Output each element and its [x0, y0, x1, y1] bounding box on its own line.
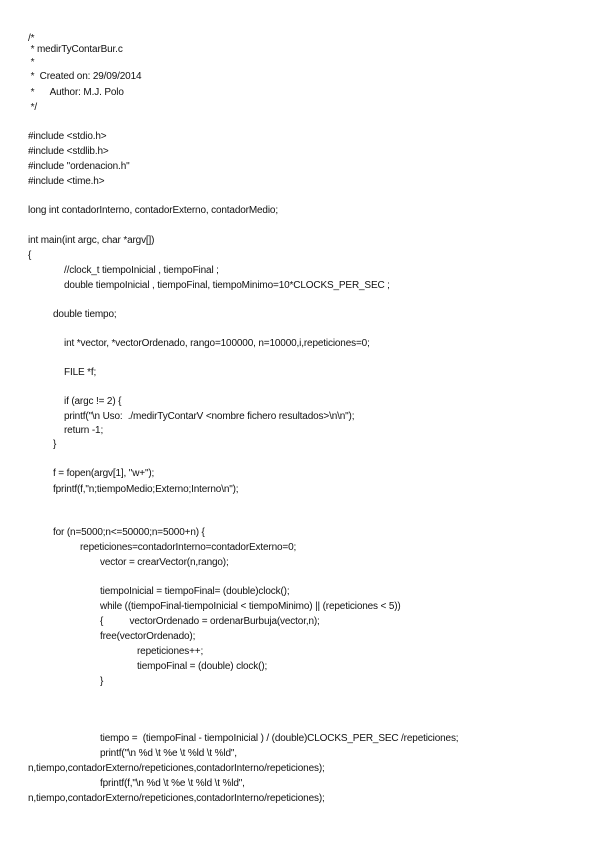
code-line-while-close-brace: }	[100, 676, 104, 687]
code-line-double-decl: double tiempoInicial , tiempoFinal, tiempoMinimo=10*CLOCKS_PER_SEC ;	[64, 280, 390, 291]
code-line-fopen: f = fopen(argv[1], "w+");	[53, 468, 155, 479]
code-line-author: * Author: M.J. Polo	[28, 87, 124, 98]
code-line-comment-star: *	[28, 57, 35, 68]
code-line-clock-comment: //clock_t tiempoInicial , tiempoFinal ;	[64, 265, 219, 276]
code-line-main-open-brace: {	[28, 250, 32, 261]
code-line-include-stdlib: #include <stdlib.h>	[28, 146, 109, 157]
code-line-file-decl: FILE *f;	[64, 367, 97, 378]
code-line-tiempo-calc: tiempo = (tiempoFinal - tiempoInicial ) / (double)CLOCKS_PER_SEC /repeticiones;	[100, 733, 459, 744]
code-line-comment-close: */	[28, 102, 37, 113]
code-line-include-stdio: #include <stdio.h>	[28, 131, 107, 142]
code-line-filename: * medirTyContarBur.c	[28, 44, 123, 55]
code-line-comment-open: /*	[28, 33, 35, 44]
code-line-free: free(vectorOrdenado);	[100, 631, 196, 642]
code-line-crear-vector: vector = crearVector(n,rango);	[100, 557, 229, 568]
code-line-printf-result: printf("\n %d \t %e \t %ld \t %ld",	[100, 748, 237, 759]
code-line-if-argc: if (argc != 2) {	[64, 396, 122, 407]
code-line-return: return -1;	[64, 425, 104, 436]
code-line-include-time: #include <time.h>	[28, 176, 105, 187]
code-line-main-signature: int main(int argc, char *argv[])	[28, 235, 155, 246]
code-line-reset-counters: repeticiones=contadorInterno=contadorExterno=0;	[80, 542, 297, 553]
code-line-printf-args: n,tiempo,contadorExterno/repeticiones,contadorInterno/repeticiones);	[28, 763, 325, 774]
code-line-fprintf-result: fprintf(f,"\n %d \t %e \t %ld \t %ld",	[100, 778, 245, 789]
code-line-for-loop: for (n=5000;n<=50000;n=5000+n) {	[53, 527, 205, 538]
code-line-ordenar-burbuja: { vectorOrdenado = ordenarBurbuja(vector,n);	[100, 616, 320, 627]
code-line-printf-uso: printf("\n Uso: ./medirTyContarV <nombre fichero resultados>\n\n");	[64, 411, 355, 422]
code-line-tiempo-final: tiempoFinal = (double) clock();	[137, 661, 268, 672]
code-line-created: * Created on: 29/09/2014	[28, 71, 142, 82]
code-line-double-tiempo: double tiempo;	[53, 309, 117, 320]
code-line-globals: long int contadorInterno, contadorExterno, contadorMedio;	[28, 205, 278, 216]
code-line-tiempo-inicial: tiempoInicial = tiempoFinal= (double)clock();	[100, 586, 290, 597]
code-line-if-close-brace: }	[53, 439, 57, 450]
code-line-fprintf-args: n,tiempo,contadorExterno/repeticiones,contadorInterno/repeticiones);	[28, 793, 325, 804]
code-line-include-ordenacion: #include "ordenacion.h"	[28, 161, 130, 172]
code-line-int-decl: int *vector, *vectorOrdenado, rango=100000, n=10000,i,repeticiones=0;	[64, 338, 370, 349]
code-line-repeticiones-inc: repeticiones++;	[137, 646, 204, 657]
code-line-while: while ((tiempoFinal-tiempoInicial < tiempoMinimo) || (repeticiones < 5))	[100, 601, 401, 612]
code-line-fprintf-header: fprintf(f,"n;tiempoMedio;Externo;Interno\n");	[53, 484, 239, 495]
